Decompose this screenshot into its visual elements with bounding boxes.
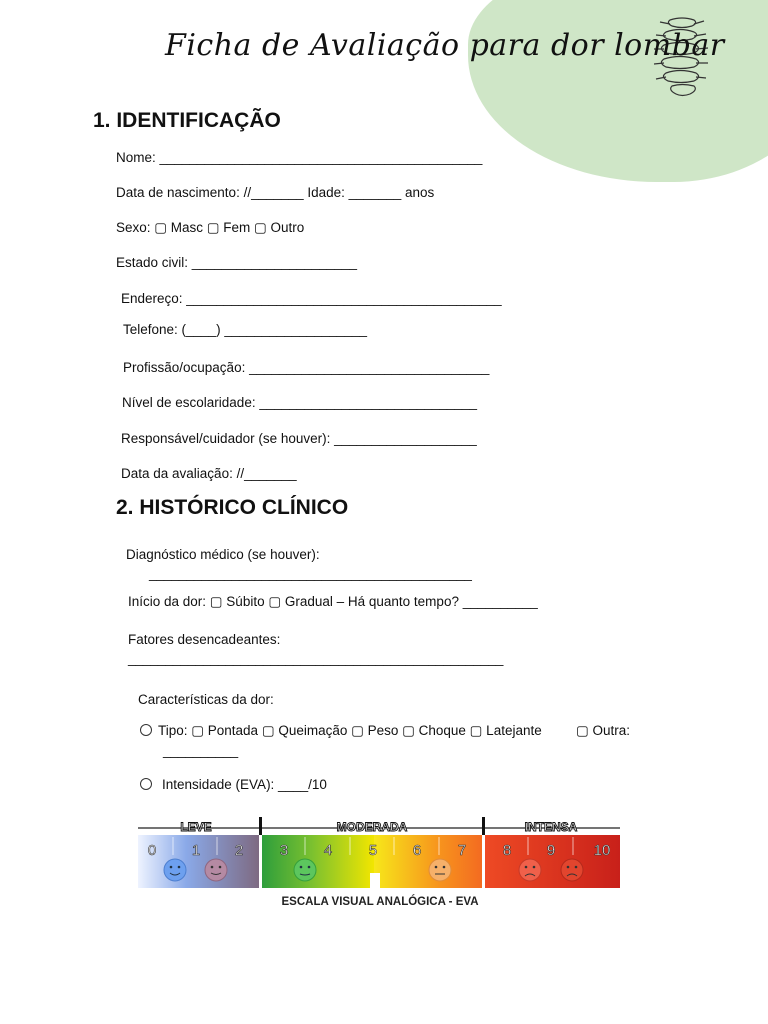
field-tipo[interactable] bbox=[140, 723, 542, 739]
diagnostico-label: Diagnóstico médico (se houver): bbox=[126, 547, 320, 562]
eva-number-2: 2 bbox=[234, 842, 244, 859]
eva-label-intensa: INTENSA bbox=[524, 820, 578, 834]
eva-number-7: 7 bbox=[457, 842, 467, 859]
field-endereco[interactable]: Endereço: __________________________________________ bbox=[121, 291, 502, 306]
caracteristicas-label: Características da dor: bbox=[138, 692, 274, 707]
field-profissao[interactable]: Profissão/ocupação: ________________________________ bbox=[123, 360, 490, 375]
radio-bullet-icon bbox=[140, 778, 152, 790]
outra-input-line[interactable]: __________ bbox=[163, 743, 239, 758]
eva-pain-scale bbox=[138, 813, 622, 913]
field-estado-civil[interactable]: Estado civil: ______________________ bbox=[116, 255, 357, 270]
eva-number-6: 6 bbox=[412, 842, 422, 859]
face-neutral-icon bbox=[429, 859, 451, 881]
field-intensidade[interactable] bbox=[140, 777, 327, 792]
fatores-label: Fatores desencadeantes: bbox=[128, 632, 281, 647]
eva-number-4: 4 bbox=[323, 842, 333, 859]
face-crying-icon bbox=[561, 859, 583, 881]
field-data-avaliacao[interactable]: Data da avaliação: //_______ bbox=[121, 466, 297, 481]
intensidade-text: Intensidade (EVA): ____/10 bbox=[162, 777, 327, 792]
field-data-nascimento[interactable]: Data de nascimento: //_______ Idade: _______ anos bbox=[116, 185, 435, 200]
face-neutral-smile-icon bbox=[294, 859, 316, 881]
field-outra[interactable]: ▢ Outra: bbox=[576, 723, 631, 738]
eva-number-1: 1 bbox=[191, 842, 201, 859]
section-heading-identificacao: 1. IDENTIFICAÇÃO bbox=[93, 109, 281, 132]
field-inicio-dor[interactable]: Início da dor: ▢ Súbito ▢ Gradual – Há quanto tempo? __________ bbox=[128, 594, 538, 609]
eva-number-5: 5 bbox=[368, 842, 378, 859]
radio-bullet-icon bbox=[140, 724, 152, 736]
section-heading-historico: 2. HISTÓRICO CLÍNICO bbox=[116, 496, 349, 519]
field-telefone[interactable]: Telefone: (____) ___________________ bbox=[123, 322, 367, 337]
page-title: Ficha de Avaliação para dor lombar bbox=[165, 28, 725, 63]
eva-number-0: 0 bbox=[147, 842, 157, 859]
tipo-text: Tipo: ▢ Pontada ▢ Queimação ▢ Peso ▢ Choque ▢ Latejante bbox=[158, 723, 542, 738]
eva-number-8: 8 bbox=[502, 842, 512, 859]
eva-number-10: 10 bbox=[593, 842, 611, 859]
field-sexo[interactable]: Sexo: ▢ Masc ▢ Fem ▢ Outro bbox=[116, 220, 305, 235]
eva-label-leve: LEVE bbox=[180, 820, 212, 834]
eva-label-moderada: MODERADA bbox=[336, 820, 408, 834]
diagnostico-input-line[interactable]: ___________________________________________ bbox=[149, 566, 472, 581]
eva-number-9: 9 bbox=[546, 842, 556, 859]
field-nome[interactable]: Nome: ___________________________________________ bbox=[116, 150, 483, 165]
face-mild-icon bbox=[205, 859, 227, 881]
field-responsavel[interactable]: Responsável/cuidador (se houver): ___________________ bbox=[121, 431, 477, 446]
fatores-input-line[interactable]: __________________________________________________ bbox=[128, 651, 504, 666]
face-happy-icon bbox=[164, 859, 186, 881]
field-escolaridade[interactable]: Nível de escolaridade: _____________________________ bbox=[122, 395, 478, 410]
face-sad-icon bbox=[519, 859, 541, 881]
eva-number-3: 3 bbox=[279, 842, 289, 859]
eva-caption: ESCALA VISUAL ANALÓGICA - EVA bbox=[281, 896, 479, 908]
